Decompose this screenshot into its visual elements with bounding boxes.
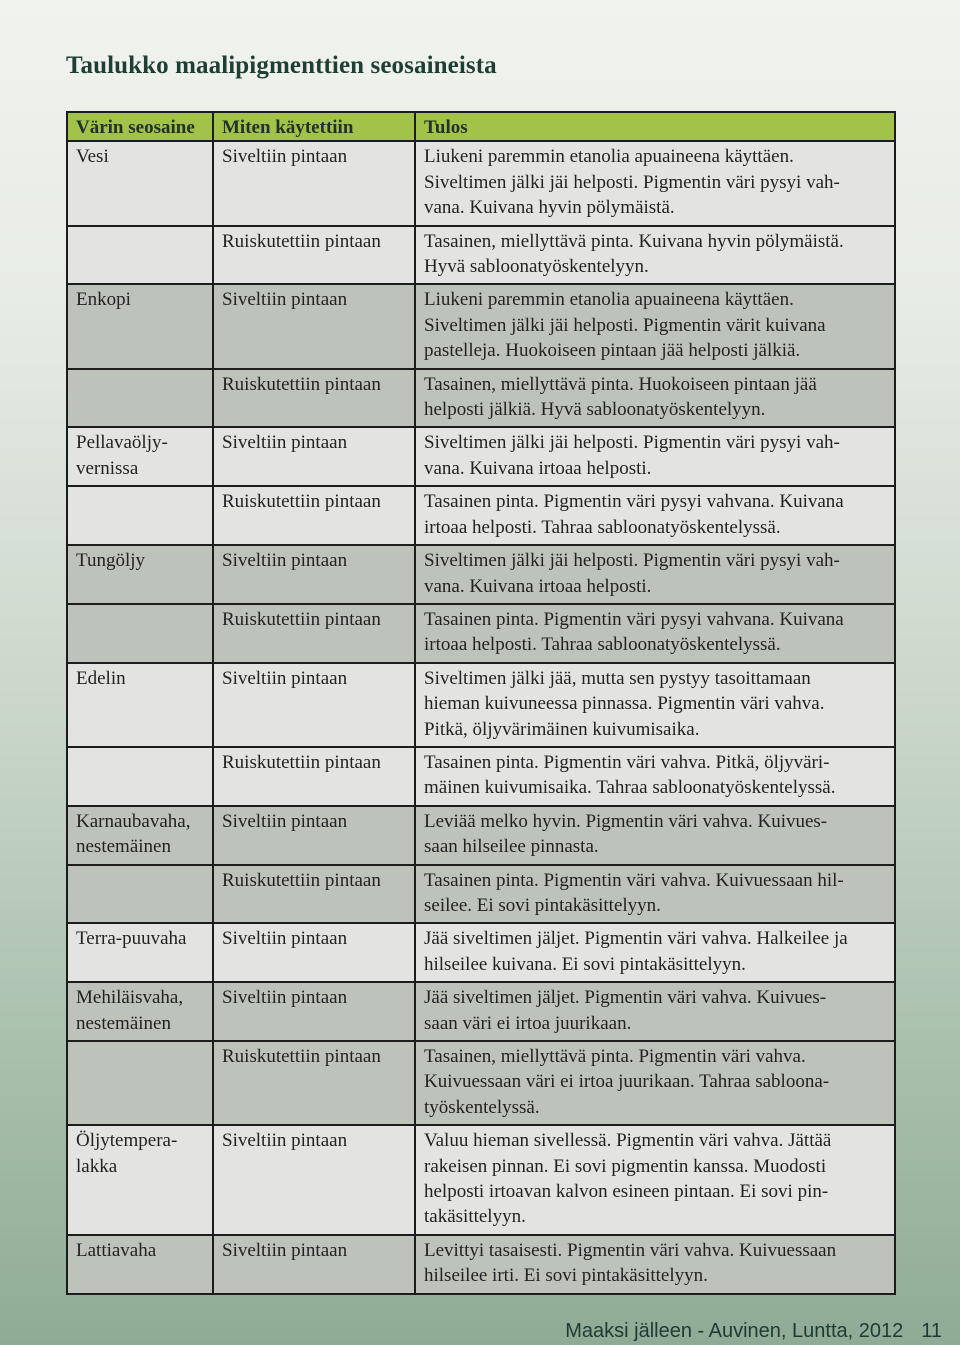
result-line: Siveltimen jälki jäi helposti. Pigmentin väri pysyi vah-: [424, 550, 840, 572]
method-cell: Siveltiin pintaan: [213, 427, 415, 486]
result-line: seilee. Ei sovi pintakäsittelyyn.: [424, 894, 661, 916]
material-label-line: Terra-puuvaha: [76, 928, 187, 950]
result-line: työskentelyssä.: [424, 1096, 540, 1118]
method-cell: Siveltiin pintaan: [213, 1235, 415, 1294]
result-cell: [415, 284, 895, 368]
result-line: Tasainen pinta. Pigmentin väri pysyi vahvana. Kuivana: [424, 608, 844, 630]
result-cell: [415, 1041, 895, 1125]
result-line: helposti irtoavan kalvon esineen pintaan. Ei sovi pin-: [424, 1181, 829, 1203]
method-cell: Ruiskutettiin pintaan: [213, 1041, 415, 1125]
material-cell: [67, 865, 213, 924]
result-line: Hyvä sabloonatyöskentelyyn.: [424, 256, 649, 278]
material-cell: [67, 923, 213, 982]
table-header-row: [67, 112, 895, 141]
table-row: [67, 141, 895, 225]
table-row: [67, 806, 895, 865]
method-cell: Siveltiin pintaan: [213, 806, 415, 865]
table-row: [67, 663, 895, 747]
result-line: saan hilseilee pinnasta.: [424, 836, 599, 858]
table-row: [67, 427, 895, 486]
material-cell: [67, 427, 213, 486]
result-line: Leviää melko hyvin. Pigmentin väri vahva. Kuivues-: [424, 810, 828, 832]
material-cell: [67, 982, 213, 1041]
material-cell: [67, 1125, 213, 1235]
material-label-line: Vesi: [76, 146, 109, 168]
material-cell: [67, 486, 213, 545]
result-line: hieman kuivuneessa pinnassa. Pigmentin väri vahva.: [424, 693, 825, 715]
table-row: [67, 1125, 895, 1235]
material-label-line: Edelin: [76, 667, 126, 689]
material-label-line: Lattiavaha: [76, 1239, 157, 1261]
method-cell: Siveltiin pintaan: [213, 141, 415, 225]
result-line: Liukeni paremmin etanolia apuaineena käyttäen.: [424, 289, 794, 311]
result-cell: [415, 427, 895, 486]
material-label-line: Mehiläisvaha,: [76, 987, 184, 1009]
material-cell: [67, 747, 213, 806]
table-row: [67, 226, 895, 285]
table-row: [67, 747, 895, 806]
result-line: saan väri ei irtoa juurikaan.: [424, 1012, 632, 1034]
page-number: 11: [921, 1320, 942, 1342]
result-cell: [415, 806, 895, 865]
table-row: [67, 369, 895, 428]
material-cell: [67, 604, 213, 663]
result-cell: [415, 226, 895, 285]
method-cell: Siveltiin pintaan: [213, 284, 415, 368]
result-cell: [415, 1235, 895, 1294]
method-cell: Siveltiin pintaan: [213, 1125, 415, 1235]
result-cell: [415, 663, 895, 747]
result-line: Pitkä, öljyvärimäinen kuivumisaika.: [424, 718, 700, 740]
result-line: helposti jälkiä. Hyvä sabloonatyöskentelyyn.: [424, 399, 766, 421]
method-cell: Siveltiin pintaan: [213, 663, 415, 747]
result-line: Levittyi tasaisesti. Pigmentin väri vahva. Kuivuessaan: [424, 1239, 837, 1261]
result-line: Liukeni paremmin etanolia apuaineena käyttäen.: [424, 146, 794, 168]
footer-text: Maaksi jälleen - Auvinen, Luntta, 2012: [565, 1320, 904, 1342]
result-line: Tasainen pinta. Pigmentin väri vahva. Kuivuessaan hil-: [424, 869, 844, 891]
result-line: Tasainen pinta. Pigmentin väri pysyi vahvana. Kuivana: [424, 491, 844, 513]
result-cell: [415, 923, 895, 982]
result-line: Valuu hieman sivellessä. Pigmentin väri vahva. Jättää: [424, 1130, 832, 1152]
result-line: vana. Kuivana irtoaa helposti.: [424, 457, 652, 479]
result-cell: [415, 865, 895, 924]
table-row: [67, 923, 895, 982]
table-row: [67, 1235, 895, 1294]
material-label-line: Öljytempera-: [76, 1130, 178, 1152]
result-line: Siveltimen jälki jäi helposti. Pigmentin väri pysyi vah-: [424, 171, 840, 193]
result-line: Siveltimen jälki jää, mutta sen pystyy tasoittamaan: [424, 667, 811, 689]
table-row: [67, 1041, 895, 1125]
table-body: [67, 141, 895, 1293]
material-cell: [67, 369, 213, 428]
material-cell: [67, 1235, 213, 1294]
result-line: Jää siveltimen jäljet. Pigmentin väri vahva. Kuivues-: [424, 987, 827, 1009]
method-cell: Ruiskutettiin pintaan: [213, 226, 415, 285]
result-cell: [415, 486, 895, 545]
table-row: [67, 545, 895, 604]
page-title: Taulukko maalipigmenttien seosaineista: [66, 52, 497, 79]
material-cell: [67, 226, 213, 285]
result-cell: [415, 982, 895, 1041]
table-row: [67, 982, 895, 1041]
table-row: [67, 865, 895, 924]
header-result: Tulos: [415, 112, 895, 141]
result-line: mäinen kuivumisaika. Tahraa sabloonatyöskentelyssä.: [424, 777, 836, 799]
result-line: Tasainen pinta. Pigmentin väri vahva. Pitkä, öljyväri-: [424, 751, 830, 773]
result-cell: [415, 1125, 895, 1235]
result-cell: [415, 545, 895, 604]
result-line: rakeisen pinnan. Ei sovi pigmentin kanssa. Muodosti: [424, 1155, 827, 1177]
result-line: irtoaa helposti. Tahraa sabloonatyöskentelyssä.: [424, 516, 781, 538]
pigment-table: [66, 111, 896, 1295]
result-line: Siveltimen jälki jäi helposti. Pigmentin väri pysyi vah-: [424, 432, 840, 454]
material-cell: [67, 1041, 213, 1125]
method-cell: Siveltiin pintaan: [213, 545, 415, 604]
method-cell: Ruiskutettiin pintaan: [213, 604, 415, 663]
method-cell: Ruiskutettiin pintaan: [213, 369, 415, 428]
material-cell: [67, 663, 213, 747]
result-cell: [415, 369, 895, 428]
page-footer: [565, 1320, 942, 1343]
material-label-line: nestemäinen: [76, 1012, 171, 1034]
result-line: Tasainen, miellyttävä pinta. Pigmentin väri vahva.: [424, 1046, 806, 1067]
material-cell: [67, 141, 213, 225]
result-cell: [415, 747, 895, 806]
header-method: Miten käytettiin: [213, 112, 415, 141]
material-cell: [67, 806, 213, 865]
method-cell: Ruiskutettiin pintaan: [213, 865, 415, 924]
material-label-line: Karnaubavaha,: [76, 810, 191, 832]
material-cell: [67, 284, 213, 368]
result-cell: [415, 604, 895, 663]
result-line: Siveltimen jälki jäi helposti. Pigmentin värit kuivana: [424, 314, 826, 336]
result-line: Tasainen, miellyttävä pinta. Kuivana hyvin pölymäistä.: [424, 230, 844, 252]
table-row: [67, 284, 895, 368]
material-label-line: vernissa: [76, 457, 139, 479]
header-material: Värin seosaine: [67, 112, 213, 141]
result-line: takäsittelyyn.: [424, 1206, 526, 1228]
result-line: hilseilee kuivana. Ei sovi pintakäsittelyyn.: [424, 953, 746, 975]
result-line: vana. Kuivana hyvin pölymäistä.: [424, 197, 675, 219]
material-label-line: nestemäinen: [76, 836, 171, 858]
result-line: Kuivuessaan väri ei irtoa juurikaan. Tahraa sabloona-: [424, 1071, 830, 1093]
result-line: Jää siveltimen jäljet. Pigmentin väri vahva. Halkeilee ja: [424, 928, 848, 950]
table-row: [67, 604, 895, 663]
result-line: pastelleja. Huokoiseen pintaan jää helposti jälkiä.: [424, 340, 801, 362]
method-cell: Siveltiin pintaan: [213, 982, 415, 1041]
method-cell: Ruiskutettiin pintaan: [213, 747, 415, 806]
material-label-line: Tungöljy: [76, 550, 145, 572]
material-label-line: Enkopi: [76, 289, 131, 311]
result-line: vana. Kuivana irtoaa helposti.: [424, 575, 652, 597]
method-cell: Siveltiin pintaan: [213, 923, 415, 982]
result-line: hilseilee irti. Ei sovi pintakäsittelyyn.: [424, 1265, 708, 1287]
material-cell: [67, 545, 213, 604]
method-cell: Ruiskutettiin pintaan: [213, 486, 415, 545]
table-row: [67, 486, 895, 545]
material-label-line: lakka: [76, 1155, 118, 1177]
result-cell: [415, 141, 895, 225]
material-label-line: Pellavaöljy-: [76, 432, 168, 454]
result-line: irtoaa helposti. Tahraa sabloonatyöskentelyssä.: [424, 634, 781, 656]
result-line: Tasainen, miellyttävä pinta. Huokoiseen pintaan jää: [424, 373, 817, 395]
